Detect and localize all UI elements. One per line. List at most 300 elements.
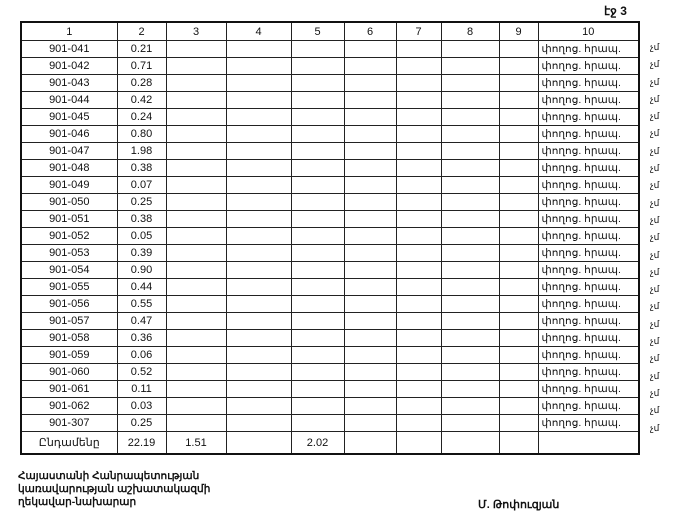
empty-cell — [396, 92, 441, 109]
empty-cell — [291, 245, 344, 262]
plot-code: 901-049 — [21, 177, 117, 194]
row-mark: չմ — [650, 387, 660, 398]
purpose-note: փողոց. հրապ. — [538, 75, 639, 92]
column-header: 1 — [21, 22, 117, 41]
empty-cell — [344, 262, 396, 279]
empty-cell — [166, 364, 226, 381]
area-value: 0.36 — [117, 330, 166, 347]
column-header: 9 — [499, 22, 538, 41]
plot-code: 901-048 — [21, 160, 117, 177]
empty-cell — [344, 296, 396, 313]
empty-cell — [499, 126, 538, 143]
empty-cell — [344, 211, 396, 228]
row-mark: չմ — [650, 76, 660, 87]
empty-cell — [441, 245, 499, 262]
footer-title-line2: կառավարության աշխատակազմի — [18, 483, 211, 495]
plot-code: 901-046 — [21, 126, 117, 143]
empty-cell — [291, 364, 344, 381]
row-mark: չմ — [650, 336, 660, 347]
footer-title-line1: Հայաստանի Հանրապետության — [18, 470, 200, 482]
empty-cell — [396, 143, 441, 160]
purpose-note: փողոց. հրապ. — [538, 262, 639, 279]
empty-cell — [396, 126, 441, 143]
plot-code: 901-041 — [21, 41, 117, 58]
empty-cell — [291, 58, 344, 75]
empty-cell — [226, 126, 291, 143]
plot-code: 901-044 — [21, 92, 117, 109]
land-plots-table — [20, 21, 640, 455]
area-value: 0.05 — [117, 228, 166, 245]
empty-cell — [396, 160, 441, 177]
row-mark: չմ — [650, 214, 660, 225]
empty-cell — [166, 160, 226, 177]
empty-cell — [226, 398, 291, 415]
empty-cell — [441, 143, 499, 160]
purpose-note: փողոց. հրապ. — [538, 92, 639, 109]
empty-cell — [344, 432, 396, 455]
column-header: 6 — [344, 22, 396, 41]
purpose-note: փողոց. հրապ. — [538, 313, 639, 330]
table-row — [21, 347, 639, 364]
area-value: 0.39 — [117, 245, 166, 262]
empty-cell — [344, 194, 396, 211]
row-mark: չմ — [650, 405, 660, 416]
empty-cell — [226, 347, 291, 364]
empty-cell — [291, 347, 344, 364]
empty-cell — [441, 177, 499, 194]
table-row — [21, 398, 639, 415]
empty-cell — [226, 415, 291, 432]
empty-cell — [166, 245, 226, 262]
empty-cell — [441, 228, 499, 245]
empty-cell — [499, 347, 538, 364]
empty-cell — [166, 92, 226, 109]
purpose-note: փողոց. հրապ. — [538, 415, 639, 432]
purpose-note: փողոց. հրապ. — [538, 381, 639, 398]
area-value: 1.98 — [117, 143, 166, 160]
empty-cell — [344, 313, 396, 330]
empty-cell — [396, 347, 441, 364]
purpose-note: փողոց. հրապ. — [538, 364, 639, 381]
empty-cell — [499, 211, 538, 228]
empty-cell — [226, 296, 291, 313]
empty-cell — [441, 381, 499, 398]
row-mark: չմ — [650, 59, 660, 70]
table-row — [21, 126, 639, 143]
empty-cell — [499, 398, 538, 415]
empty-cell — [344, 279, 396, 296]
empty-cell — [499, 143, 538, 160]
empty-cell — [226, 92, 291, 109]
table-row — [21, 228, 639, 245]
empty-cell — [499, 58, 538, 75]
empty-cell — [344, 109, 396, 126]
row-mark: չմ — [650, 266, 660, 277]
plot-code: 901-054 — [21, 262, 117, 279]
area-value: 0.25 — [117, 194, 166, 211]
purpose-note: փողոց. հրապ. — [538, 228, 639, 245]
empty-cell — [291, 177, 344, 194]
empty-cell — [499, 415, 538, 432]
row-mark: չմ — [650, 197, 660, 208]
empty-cell — [396, 75, 441, 92]
table-row — [21, 296, 639, 313]
purpose-note: փողոց. հրապ. — [538, 143, 639, 160]
plot-code: 901-050 — [21, 194, 117, 211]
table-row — [21, 92, 639, 109]
empty-cell — [344, 75, 396, 92]
empty-cell — [499, 245, 538, 262]
area-value: 0.44 — [117, 279, 166, 296]
plot-code: 901-055 — [21, 279, 117, 296]
empty-cell — [344, 245, 396, 262]
empty-cell — [441, 398, 499, 415]
empty-cell — [344, 398, 396, 415]
empty-cell — [166, 194, 226, 211]
empty-cell — [441, 330, 499, 347]
row-mark: չմ — [650, 111, 660, 122]
signatory-name: Մ. Թոփուզյան — [478, 499, 560, 511]
empty-cell — [344, 228, 396, 245]
empty-cell — [291, 109, 344, 126]
empty-cell — [166, 126, 226, 143]
empty-cell — [499, 75, 538, 92]
empty-cell — [344, 364, 396, 381]
column-header: 8 — [441, 22, 499, 41]
plot-code: 901-307 — [21, 415, 117, 432]
column-header: 5 — [291, 22, 344, 41]
empty-cell — [166, 330, 226, 347]
empty-cell — [226, 228, 291, 245]
empty-cell — [499, 279, 538, 296]
plot-code: 901-043 — [21, 75, 117, 92]
empty-cell — [291, 126, 344, 143]
table-row — [21, 313, 639, 330]
empty-cell — [441, 75, 499, 92]
empty-cell — [396, 432, 441, 455]
empty-cell — [499, 432, 538, 455]
empty-cell — [291, 160, 344, 177]
empty-cell — [291, 92, 344, 109]
empty-cell — [499, 160, 538, 177]
empty-cell — [166, 58, 226, 75]
purpose-note: փողոց. հրապ. — [538, 126, 639, 143]
empty-cell — [396, 194, 441, 211]
plot-code: 901-045 — [21, 109, 117, 126]
empty-cell — [441, 279, 499, 296]
table-row — [21, 415, 639, 432]
table-row — [21, 262, 639, 279]
table-row — [21, 177, 639, 194]
purpose-note: փողոց. հրապ. — [538, 245, 639, 262]
plot-code: 901-052 — [21, 228, 117, 245]
empty-cell — [166, 41, 226, 58]
empty-cell — [499, 330, 538, 347]
empty-cell — [344, 126, 396, 143]
table-row — [21, 160, 639, 177]
empty-cell — [396, 41, 441, 58]
empty-cell — [166, 279, 226, 296]
area-value: 0.38 — [117, 160, 166, 177]
empty-cell — [441, 109, 499, 126]
empty-cell — [166, 347, 226, 364]
area-value: 0.21 — [117, 41, 166, 58]
empty-cell — [226, 58, 291, 75]
empty-cell — [166, 228, 226, 245]
row-mark: չմ — [650, 249, 660, 260]
empty-cell — [344, 415, 396, 432]
empty-cell — [396, 211, 441, 228]
empty-cell — [226, 313, 291, 330]
empty-cell — [538, 432, 639, 455]
empty-cell — [499, 364, 538, 381]
area-value: 0.03 — [117, 398, 166, 415]
purpose-note: փողոց. հրապ. — [538, 330, 639, 347]
purpose-note: փողոց. հրապ. — [538, 41, 639, 58]
empty-cell — [226, 177, 291, 194]
row-mark: չմ — [650, 128, 660, 139]
empty-cell — [441, 58, 499, 75]
empty-cell — [499, 262, 538, 279]
empty-cell — [226, 160, 291, 177]
empty-cell — [226, 194, 291, 211]
table-row — [21, 143, 639, 160]
empty-cell — [166, 313, 226, 330]
purpose-note: փողոց. հրապ. — [538, 211, 639, 228]
table-row — [21, 279, 639, 296]
purpose-note: փողոց. հրապ. — [538, 279, 639, 296]
plot-code: 901-056 — [21, 296, 117, 313]
table-row — [21, 41, 639, 58]
purpose-note: փողոց. հրապ. — [538, 109, 639, 126]
empty-cell — [291, 296, 344, 313]
empty-cell — [291, 415, 344, 432]
purpose-note: փողոց. հրապ. — [538, 58, 639, 75]
column-header: 7 — [396, 22, 441, 41]
empty-cell — [344, 347, 396, 364]
row-mark: չմ — [650, 93, 660, 104]
row-mark: չմ — [650, 318, 660, 329]
empty-cell — [441, 126, 499, 143]
purpose-note: փողոց. հրապ. — [538, 398, 639, 415]
plot-code: 901-042 — [21, 58, 117, 75]
empty-cell — [166, 415, 226, 432]
table-row — [21, 211, 639, 228]
empty-cell — [396, 279, 441, 296]
purpose-note: փողոց. հրապ. — [538, 194, 639, 211]
empty-cell — [344, 92, 396, 109]
empty-cell — [291, 330, 344, 347]
purpose-note: փողոց. հրապ. — [538, 160, 639, 177]
total-row — [21, 432, 639, 455]
footer-title-line3: ղեկավար-նախարար — [18, 496, 137, 508]
table-row — [21, 330, 639, 347]
empty-cell — [291, 143, 344, 160]
row-mark: չմ — [650, 232, 660, 243]
area-value: 0.90 — [117, 262, 166, 279]
plot-code: 901-051 — [21, 211, 117, 228]
empty-cell — [441, 211, 499, 228]
empty-cell — [499, 41, 538, 58]
purpose-note: փողոց. հրապ. — [538, 177, 639, 194]
empty-cell — [344, 58, 396, 75]
empty-cell — [499, 296, 538, 313]
plot-code: 901-062 — [21, 398, 117, 415]
total-label: Ընդամենը — [21, 432, 117, 455]
column-header: 3 — [166, 22, 226, 41]
empty-cell — [441, 262, 499, 279]
empty-cell — [226, 109, 291, 126]
empty-cell — [344, 381, 396, 398]
empty-cell — [396, 109, 441, 126]
empty-cell — [396, 398, 441, 415]
area-value: 0.06 — [117, 347, 166, 364]
empty-cell — [499, 177, 538, 194]
empty-cell — [499, 381, 538, 398]
empty-cell — [291, 279, 344, 296]
area-value: 0.38 — [117, 211, 166, 228]
table-row — [21, 75, 639, 92]
plot-code: 901-060 — [21, 364, 117, 381]
empty-cell — [499, 228, 538, 245]
table-row — [21, 58, 639, 75]
column-header: 4 — [226, 22, 291, 41]
empty-cell — [166, 109, 226, 126]
empty-cell — [499, 313, 538, 330]
empty-cell — [441, 347, 499, 364]
empty-cell — [344, 177, 396, 194]
signature-block — [18, 470, 210, 509]
area-value: 0.80 — [117, 126, 166, 143]
area-value: 0.47 — [117, 313, 166, 330]
empty-cell — [166, 398, 226, 415]
empty-cell — [344, 160, 396, 177]
purpose-note: փողոց. հրապ. — [538, 296, 639, 313]
page-number: էջ 3 — [604, 4, 627, 18]
empty-cell — [396, 330, 441, 347]
empty-cell — [291, 194, 344, 211]
plot-code: 901-057 — [21, 313, 117, 330]
empty-cell — [166, 381, 226, 398]
empty-cell — [344, 143, 396, 160]
plot-code: 901-059 — [21, 347, 117, 364]
plot-code: 901-047 — [21, 143, 117, 160]
empty-cell — [441, 41, 499, 58]
empty-cell — [441, 160, 499, 177]
empty-cell — [166, 143, 226, 160]
plot-code: 901-061 — [21, 381, 117, 398]
empty-cell — [441, 92, 499, 109]
empty-cell — [499, 194, 538, 211]
empty-cell — [396, 381, 441, 398]
empty-cell — [441, 296, 499, 313]
empty-cell — [226, 330, 291, 347]
total-col2: 22.19 — [117, 432, 166, 455]
empty-cell — [396, 364, 441, 381]
row-mark: չմ — [650, 422, 660, 433]
row-mark: չմ — [650, 301, 660, 312]
purpose-note: փողոց. հրապ. — [538, 347, 639, 364]
empty-cell — [166, 211, 226, 228]
empty-cell — [226, 245, 291, 262]
empty-cell — [344, 41, 396, 58]
empty-cell — [441, 313, 499, 330]
empty-cell — [441, 364, 499, 381]
table-row — [21, 245, 639, 262]
row-mark: չմ — [650, 353, 660, 364]
empty-cell — [291, 75, 344, 92]
empty-cell — [499, 109, 538, 126]
empty-cell — [291, 41, 344, 58]
empty-cell — [396, 177, 441, 194]
empty-cell — [396, 262, 441, 279]
area-value: 0.52 — [117, 364, 166, 381]
empty-cell — [441, 194, 499, 211]
area-value: 0.24 — [117, 109, 166, 126]
area-value: 0.28 — [117, 75, 166, 92]
total-col3: 1.51 — [166, 432, 226, 455]
empty-cell — [396, 58, 441, 75]
table-row — [21, 364, 639, 381]
empty-cell — [499, 92, 538, 109]
row-mark: չմ — [650, 42, 660, 52]
empty-cell — [226, 279, 291, 296]
row-marks — [650, 39, 659, 437]
empty-cell — [396, 228, 441, 245]
row-mark: չմ — [650, 145, 660, 156]
area-value: 0.55 — [117, 296, 166, 313]
empty-cell — [344, 330, 396, 347]
empty-cell — [226, 381, 291, 398]
empty-cell — [441, 415, 499, 432]
table-row — [21, 381, 639, 398]
table-row — [21, 109, 639, 126]
empty-cell — [291, 398, 344, 415]
empty-cell — [226, 143, 291, 160]
empty-cell — [291, 211, 344, 228]
empty-cell — [166, 75, 226, 92]
area-value: 0.42 — [117, 92, 166, 109]
header-row — [21, 22, 639, 41]
empty-cell — [396, 415, 441, 432]
row-mark: չմ — [650, 163, 660, 174]
empty-cell — [291, 313, 344, 330]
plot-code: 901-053 — [21, 245, 117, 262]
table-row — [21, 194, 639, 211]
empty-cell — [291, 262, 344, 279]
empty-cell — [226, 262, 291, 279]
area-value: 0.71 — [117, 58, 166, 75]
empty-cell — [226, 75, 291, 92]
empty-cell — [291, 381, 344, 398]
row-mark: չմ — [650, 180, 660, 191]
total-col5: 2.02 — [291, 432, 344, 455]
empty-cell — [291, 228, 344, 245]
area-value: 0.11 — [117, 381, 166, 398]
empty-cell — [166, 177, 226, 194]
plot-code: 901-058 — [21, 330, 117, 347]
column-header: 10 — [538, 22, 639, 41]
empty-cell — [226, 432, 291, 455]
column-header: 2 — [117, 22, 166, 41]
area-value: 0.07 — [117, 177, 166, 194]
empty-cell — [166, 296, 226, 313]
area-value: 0.25 — [117, 415, 166, 432]
empty-cell — [226, 211, 291, 228]
row-mark: չմ — [650, 370, 660, 381]
empty-cell — [226, 364, 291, 381]
empty-cell — [441, 432, 499, 455]
